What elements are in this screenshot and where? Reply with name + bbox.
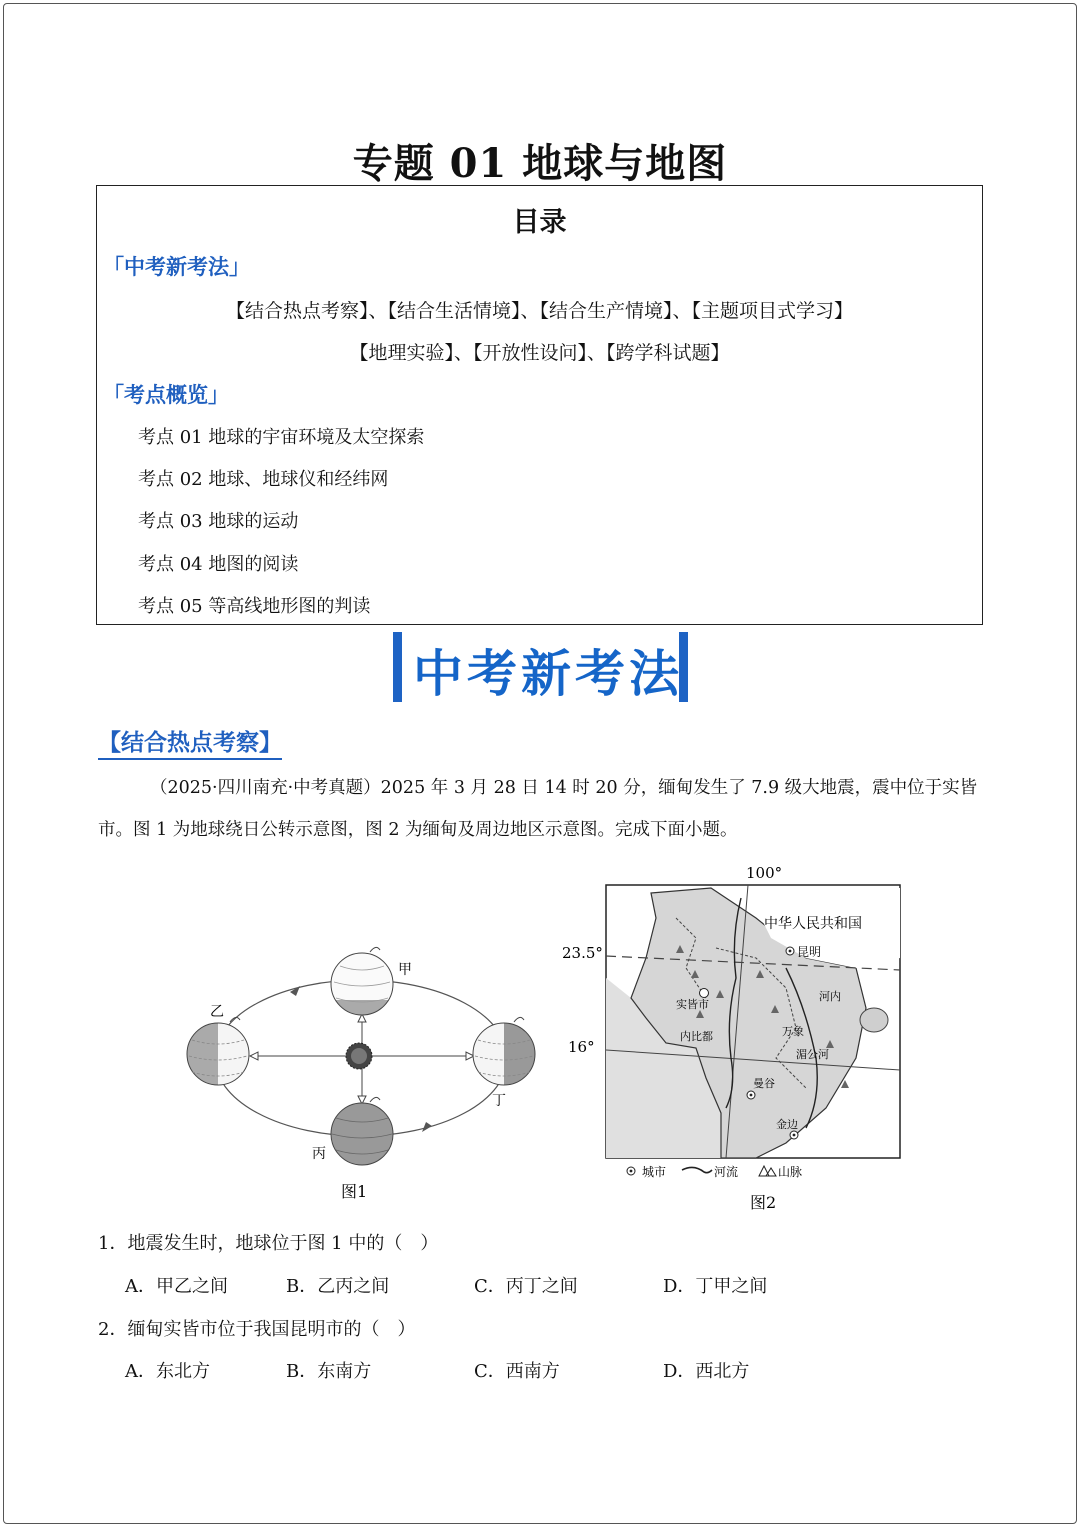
fig2-legend-river: 河流 <box>714 1165 739 1179</box>
toc-methods-line-1[interactable]: 【结合热点考察】、【结合生活情境】、【结合生产情境】、【主题项目式学习】 <box>225 300 853 322</box>
fig2-city-bangkok: 曼谷 <box>753 1077 775 1090</box>
toc-title: 目录 <box>512 207 567 238</box>
fig2-caption: 图2 <box>750 1193 777 1212</box>
toc-item-5[interactable]: 考点 05 等高线地形图的判读 <box>138 596 371 617</box>
fig2-city-sagaing: 实皆市 <box>676 998 709 1011</box>
fig2-city-naypyidaw: 内比都 <box>680 1030 713 1043</box>
fig2-lat-23-5: 23.5° <box>562 944 603 962</box>
question-1-option-c[interactable]: C．丙丁之间 <box>474 1276 578 1297</box>
banner-bar-left <box>393 632 402 702</box>
table-of-contents <box>96 185 983 625</box>
subsection-heading: 【结合热点考察】 <box>98 724 282 760</box>
question-2-stem: 2．缅甸实皆市位于我国昆明市的（ ） <box>98 1319 416 1340</box>
fig1-label-yi: 乙 <box>210 1004 224 1020</box>
fig2-city-hanoi: 河内 <box>819 990 841 1003</box>
fig2-legend-mountain: 山脉 <box>778 1165 803 1179</box>
question-2-option-a[interactable]: A．东北方 <box>125 1361 210 1382</box>
fig2-legend-city: 城市 <box>642 1165 667 1179</box>
fig1-label-bing: 丙 <box>312 1146 326 1162</box>
banner-text: 中考新考法 <box>413 645 683 703</box>
toc-methods-line-2[interactable]: 【地理实验】、【开放性设问】、【跨学科试题】 <box>349 342 730 364</box>
fig2-city-vientiane: 万象 <box>782 1025 804 1038</box>
fig2-city-phnompenh: 金边 <box>776 1118 798 1131</box>
question-intro-line-1: （2025·四川南充·中考真题）2025 年 3 月 28 日 14 时 20 分，缅甸发生了 7.9 级大地震，震中位于实皆 <box>150 778 978 798</box>
question-2-option-c[interactable]: C．西南方 <box>474 1361 560 1382</box>
question-1-option-a[interactable]: A．甲乙之间 <box>125 1276 228 1297</box>
question-2-option-d[interactable]: D．西北方 <box>663 1361 750 1382</box>
toc-section-new-methods: 「中考新考法」 <box>103 254 250 279</box>
fig2-country-label: 中华人民共和国 <box>764 916 862 932</box>
toc-item-2[interactable]: 考点 02 地球、地球仪和经纬网 <box>138 469 389 490</box>
fig1-label-ding: 丁 <box>492 1093 506 1109</box>
toc-item-3[interactable]: 考点 03 地球的运动 <box>138 511 299 532</box>
fig1-caption: 图1 <box>341 1182 368 1200</box>
toc-item-4[interactable]: 考点 04 地图的阅读 <box>138 554 299 575</box>
question-1-option-d[interactable]: D．丁甲之间 <box>663 1276 768 1297</box>
toc-item-1[interactable]: 考点 01 地球的宇宙环境及太空探索 <box>138 427 425 448</box>
fig2-city-kunming: 昆明 <box>797 945 822 959</box>
question-2-option-b[interactable]: B．东南方 <box>286 1361 372 1382</box>
figure-1-revolution-diagram <box>180 930 550 1200</box>
fig2-longitude-label: 100° <box>746 864 783 882</box>
question-intro-line-2: 市。图 1 为地球绕日公转示意图，图 2 为缅甸及周边地区示意图。完成下面小题。 <box>98 820 738 840</box>
fig2-river-label: 湄公河 <box>796 1048 829 1061</box>
figure-2-myanmar-map <box>556 858 916 1218</box>
page-title: 专题 01 地球与地图 <box>352 140 728 187</box>
fig1-label-jia: 甲 <box>398 962 412 978</box>
question-1-option-b[interactable]: B．乙丙之间 <box>286 1276 390 1297</box>
question-1-stem: 1．地震发生时，地球位于图 1 中的（ ） <box>98 1233 439 1254</box>
toc-section-overview: 「考点概览」 <box>103 382 229 407</box>
section-banner <box>393 630 689 702</box>
fig2-lat-16: 16° <box>568 1038 595 1056</box>
